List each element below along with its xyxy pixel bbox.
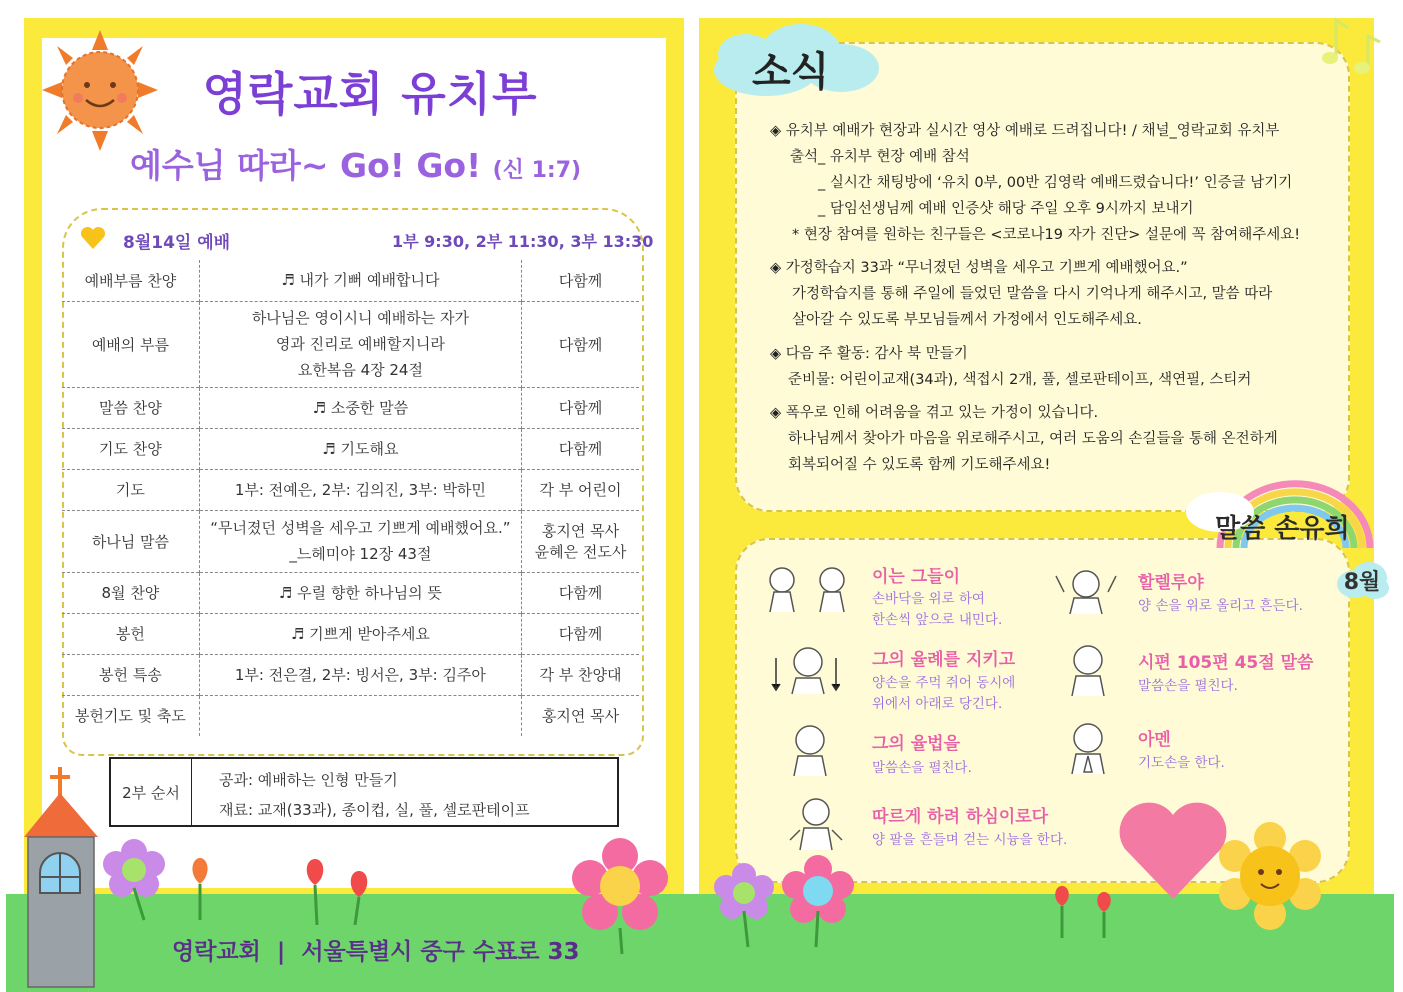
table-row [62, 387, 639, 428]
order-part: 봉헌 특송 [62, 654, 199, 695]
hand-item-desc [872, 830, 1067, 851]
order-content-line: _느헤미야 12장 43절 [289, 545, 432, 563]
order-part: 기도 찬양 [62, 428, 199, 469]
order-part: 예배부름 찬양 [62, 260, 199, 301]
kid-walking-icon [786, 794, 846, 854]
news-item [770, 400, 1340, 478]
order-content [199, 301, 521, 387]
page-title: 영락교회 유치부 [202, 67, 538, 121]
order-leader: 다함께 [521, 572, 639, 613]
sunflower-icon [1215, 822, 1325, 932]
news-line: ◈ 폭우로 인해 어려움을 겪고 있는 가정이 있습니다. [770, 405, 1099, 421]
hand-play-title: 말씀 손유희 [1215, 514, 1350, 544]
order-leader: 다함께 [521, 428, 639, 469]
order-content-line: 요한복음 4장 24절 [297, 361, 423, 379]
worship-order-table [62, 260, 639, 736]
news-line: 가정학습지를 통해 주일에 들었던 말씀을 다시 기억나게 해주시고, 말씀 따라 [792, 286, 1273, 302]
hand-desc-line: 말씀손을 펼친다. [1138, 678, 1238, 694]
news-line: ◈ 다음 주 활동: 감사 북 만들기 [770, 346, 968, 362]
order-leader: 홍지연 목사 [521, 695, 639, 736]
kid-hallelujah-icon [1046, 562, 1126, 617]
hand-item-title: 그의 율례를 지키고 [872, 650, 1016, 670]
hand-desc-line: 양손을 주먹 쥐어 동시에 [872, 675, 1016, 691]
hand-item-title: 그의 율법을 [872, 734, 961, 754]
kid-open-hands-icon [780, 720, 840, 780]
order-content-line: 영과 진리로 예배할지니라 [275, 335, 445, 353]
kid-pull-icon [770, 640, 840, 696]
order-content-line: ♬ 기쁘게 받아주세요 [290, 624, 430, 643]
worship-date: 8월14일 예배 [123, 233, 231, 253]
table-row [62, 572, 639, 613]
order-leader: 각 부 어린이 [521, 469, 639, 510]
table-row [62, 695, 639, 736]
table-row [62, 428, 639, 469]
order-part: 하나님 말씀 [62, 510, 199, 572]
order-content [199, 387, 521, 428]
news-item [770, 341, 1340, 393]
order-part: 예배의 부름 [62, 301, 199, 387]
order-content-line: ♬ 소중한 말씀 [312, 398, 409, 417]
order-part: 8월 찬양 [62, 572, 199, 613]
table-row [62, 654, 639, 695]
news-line: 준비물: 어린이교재(34과), 색접시 2개, 풀, 셀로판테이프, 색연필, 스티커 [788, 372, 1252, 388]
order-content [199, 572, 521, 613]
footer-separator: | [276, 939, 286, 965]
order-content [199, 469, 521, 510]
order-content [199, 654, 521, 695]
order-part: 기도 [62, 469, 199, 510]
hand-desc-line: 양 팔을 흔들며 걷는 시늉을 한다. [872, 832, 1068, 848]
order-leader [521, 510, 639, 572]
footer-address: 서울특별시 중구 수표로 33 [301, 939, 580, 965]
news-line: _ 실시간 채팅방에 ‘유치 0부, 00반 김영락 예배드렸습니다!’ 인증글 남기기 [818, 175, 1293, 191]
order-leader: 각 부 찬양대 [521, 654, 639, 695]
hand-item-title: 시편 105편 45절 말씀 [1138, 653, 1314, 673]
kid-open-hands-icon [1058, 640, 1118, 700]
order-leader: 다함께 [558, 271, 603, 290]
news-line: 출석_ 유치부 현장 예배 참석 [790, 149, 970, 165]
hand-desc-line: 손바닥을 위로 하여 [872, 591, 985, 607]
tulip-icon [1048, 880, 1128, 940]
hand-play-month: 8월 [1343, 570, 1381, 595]
worship-times: 1부 9:30, 2부 11:30, 3부 13:30 [392, 232, 654, 251]
order-part: 봉헌기도 및 축도 [62, 695, 199, 736]
theme-subtitle [130, 140, 650, 187]
flower-icon [566, 836, 676, 956]
order-part: 봉헌 [62, 613, 199, 654]
session2-lesson: 공과: 예배하는 인형 만들기 [219, 771, 398, 789]
order-content [199, 260, 521, 301]
table-row [62, 260, 639, 301]
order-leader: 다함께 [521, 301, 639, 387]
sun-icon [40, 28, 160, 153]
news-item [770, 255, 1340, 333]
hand-item-desc [872, 673, 1015, 715]
order-part: 말씀 찬양 [62, 387, 199, 428]
order-leader-line: 윤혜은 전도사 [534, 543, 627, 561]
footer [172, 933, 580, 966]
tulip-icon [295, 855, 385, 925]
news-line: _ 담임선생님께 예배 인증샷 해당 주일 오후 9시까지 보내기 [818, 201, 1194, 217]
table-row [62, 469, 639, 510]
hand-item-title: 따르게 하려 하심이로다 [872, 807, 1049, 827]
music-note-icon [1318, 14, 1386, 80]
table-row [62, 510, 639, 572]
order-content-line: ♬ 기도해요 [322, 439, 399, 458]
session2-label: 2부 순서 [111, 759, 192, 825]
kid-praying-icon [1058, 718, 1118, 778]
heart-icon [1115, 795, 1230, 905]
order-content-line: ♬ 내가 기뻐 예배합니다 [281, 271, 440, 290]
order-content [199, 695, 521, 736]
table-row [62, 301, 639, 387]
theme-text: 예수님 따라~ Go! Go! [130, 146, 482, 185]
hand-item-title: 할렐루야 [1138, 573, 1204, 593]
news-title: 소식 [752, 49, 830, 95]
hand-item-title: 이는 그들이 [872, 567, 961, 587]
kid-figure-icon [760, 562, 860, 622]
order-content-line: 하나님은 영이시니 예배하는 자가 [251, 309, 469, 327]
hand-desc-line: 양 손을 위로 올리고 흔든다. [1138, 598, 1303, 614]
theme-verse: (신 1:7) [492, 158, 582, 183]
order-content [199, 613, 521, 654]
session2-material: 재료: 교재(33과), 종이컵, 실, 풀, 셀로판테이프 [219, 801, 530, 819]
order-content [199, 428, 521, 469]
news-line: ◈ 가정학습지 33과 “무너졌던 성벽을 세우고 기쁘게 예배했어요.” [770, 260, 1188, 276]
table-row [62, 613, 639, 654]
hand-desc-line: 기도손을 한다. [1138, 755, 1225, 771]
order-leader: 다함께 [521, 613, 639, 654]
order-content [199, 510, 521, 572]
flower-icon [712, 855, 872, 950]
session2-box [109, 757, 619, 827]
order-content-line: “무너졌던 성벽을 세우고 기쁘게 예배했어요.” [210, 519, 511, 537]
hand-item-desc [872, 758, 972, 779]
news-line: 살아갈 수 있도록 부모님들께서 가정에서 인도해주세요. [792, 312, 1142, 328]
order-leader-line: 홍지연 목사 [541, 522, 620, 540]
hand-item-desc [1138, 676, 1238, 697]
news-item [770, 118, 1340, 248]
order-content-line: ♬ 우릴 향한 하나님의 뜻 [278, 583, 442, 602]
flower-icon [100, 828, 240, 923]
news-line: * 현장 참여를 원하는 친구들은 <코로나19 자가 진단> 설문에 꼭 참여해주세요! [792, 227, 1301, 243]
hand-item-desc [872, 589, 1002, 631]
news-line: ◈ 유치부 예배가 현장과 실시간 영상 예배로 드려집니다! / 채널_영락교회 유치부 [770, 123, 1280, 139]
order-leader: 다함께 [521, 387, 639, 428]
news-line: 하나님께서 찾아가 마음을 위로해주시고, 여러 도움의 손길들을 통해 온전하게 [788, 431, 1278, 447]
hand-desc-line: 말씀손을 펼친다. [872, 760, 972, 776]
order-content-line: 1부: 전예은, 2부: 김의진, 3부: 박하민 [234, 480, 486, 499]
order-content-line: 1부: 전은결, 2부: 빙서은, 3부: 김주아 [234, 665, 486, 684]
church-icon [22, 765, 102, 990]
hand-item-desc [1138, 753, 1225, 774]
hand-item-title: 아멘 [1138, 730, 1171, 750]
hand-desc-line: 위에서 아래로 당긴다. [872, 696, 1003, 712]
hand-desc-line: 한손씩 앞으로 내민다. [872, 612, 1003, 628]
news-line: 회복되어질 수 있도록 함께 기도해주세요! [788, 457, 1051, 473]
heart-icon [80, 226, 106, 250]
hand-item-desc [1138, 596, 1303, 617]
footer-church-name: 영락교회 [172, 939, 261, 965]
